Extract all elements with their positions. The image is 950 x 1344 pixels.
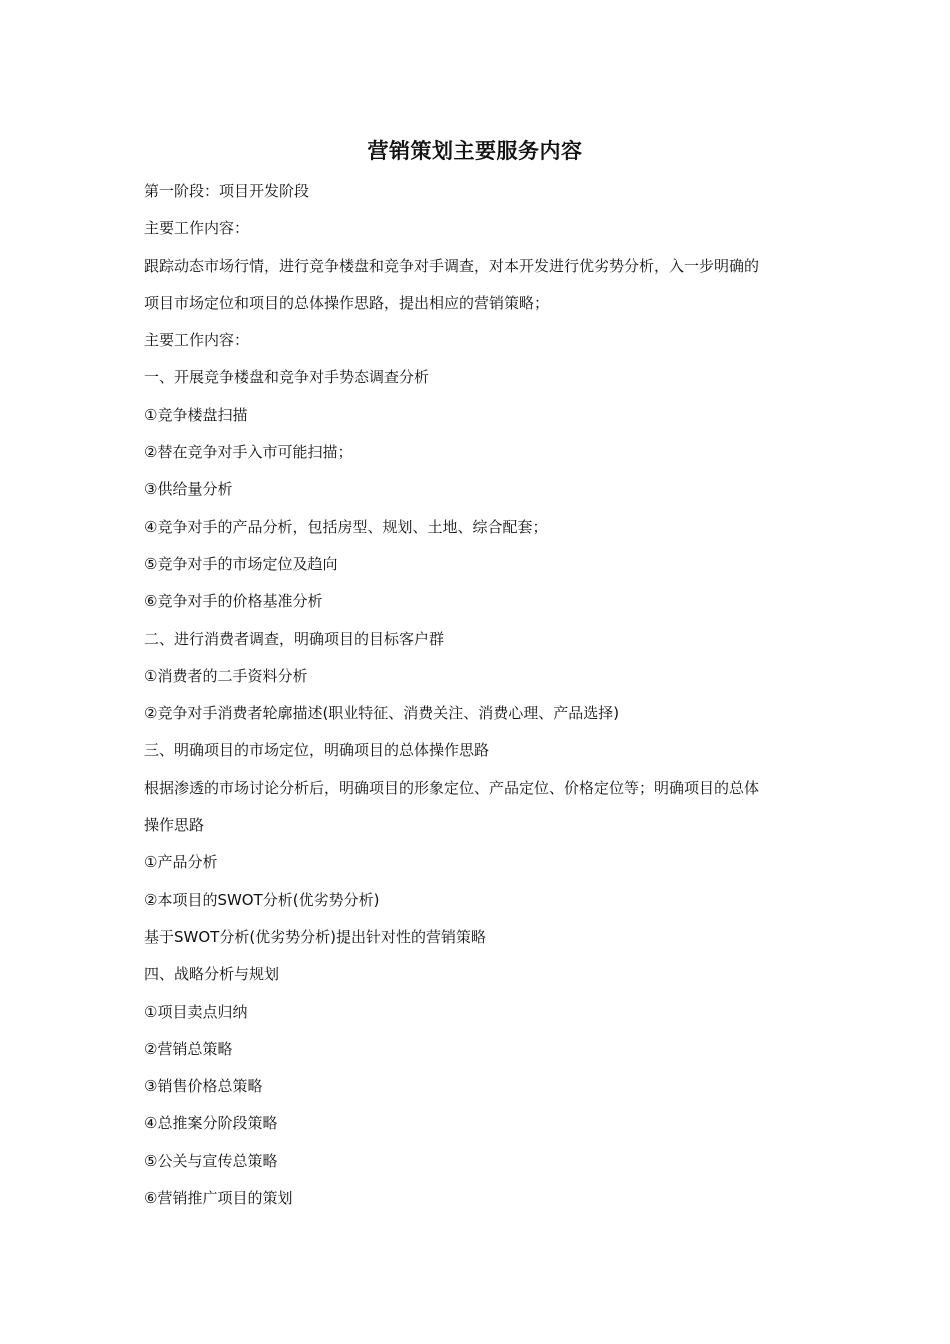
text-line: ④总推案分阶段策略 xyxy=(144,1114,278,1133)
text-line: 跟踪动态市场行情，进行竞争楼盘和竞争对手调查，对本开发进行优劣势分析，入一步明确的 xyxy=(144,256,760,275)
text-line: ①产品分析 xyxy=(144,853,218,872)
text-line: ③供给量分析 xyxy=(144,480,233,499)
document-title: 营销策划主要服务内容 xyxy=(367,139,583,163)
text-line: ⑤公关与宣传总策略 xyxy=(144,1151,278,1170)
text-line: ②替在竞争对手入市可能扫描； xyxy=(144,443,353,462)
text-line: ⑥营销推广项目的策划 xyxy=(144,1189,293,1208)
text-line: ①项目卖点归纳 xyxy=(144,1002,248,1021)
text-line: 项目市场定位和项目的总体操作思路，提出相应的营销策略； xyxy=(144,293,550,312)
text-line: ①消费者的二手资料分析 xyxy=(144,666,308,685)
text-line: 主要工作内容： xyxy=(144,331,250,350)
text-line: ②本项目的SWOT分析(优劣势分析) xyxy=(144,890,380,909)
text-line: 二、进行消费者调查，明确项目的目标客户群 xyxy=(144,629,445,648)
text-line: ③销售价格总策略 xyxy=(144,1077,263,1096)
text-line: 基于SWOT分析(优劣势分析)提出针对性的营销策略 xyxy=(144,927,487,946)
text-line: ⑥竞争对手的价格基准分析 xyxy=(144,592,323,611)
text-line: 三、明确项目的市场定位，明确项目的总体操作思路 xyxy=(144,741,490,760)
text-line: 根据渗透的市场讨论分析后，明确项目的形象定位、产品定位、价格定位等；明确项目的总体 xyxy=(144,778,760,797)
text-line: 四、战略分析与规划 xyxy=(144,965,280,984)
text-line: ②营销总策略 xyxy=(144,1039,233,1058)
text-line: ②竞争对手消费者轮廓描述(职业特征、消费关注、消费心理、产品选择) xyxy=(144,704,620,723)
document-body xyxy=(144,173,804,1217)
text-line: 主要工作内容： xyxy=(144,219,250,238)
text-line: ⑤竞争对手的市场定位及趋向 xyxy=(144,554,338,573)
text-line: ④竞争对手的产品分析，包括房型、规划、土地、综合配套； xyxy=(144,517,548,536)
text-line: 第一阶段：项目开发阶段 xyxy=(144,182,310,200)
text-line: 操作思路 xyxy=(144,816,205,835)
text-line: 一、开展竞争楼盘和竞争对手势态调查分析 xyxy=(144,368,430,387)
text-line: ①竞争楼盘扫描 xyxy=(144,405,248,424)
